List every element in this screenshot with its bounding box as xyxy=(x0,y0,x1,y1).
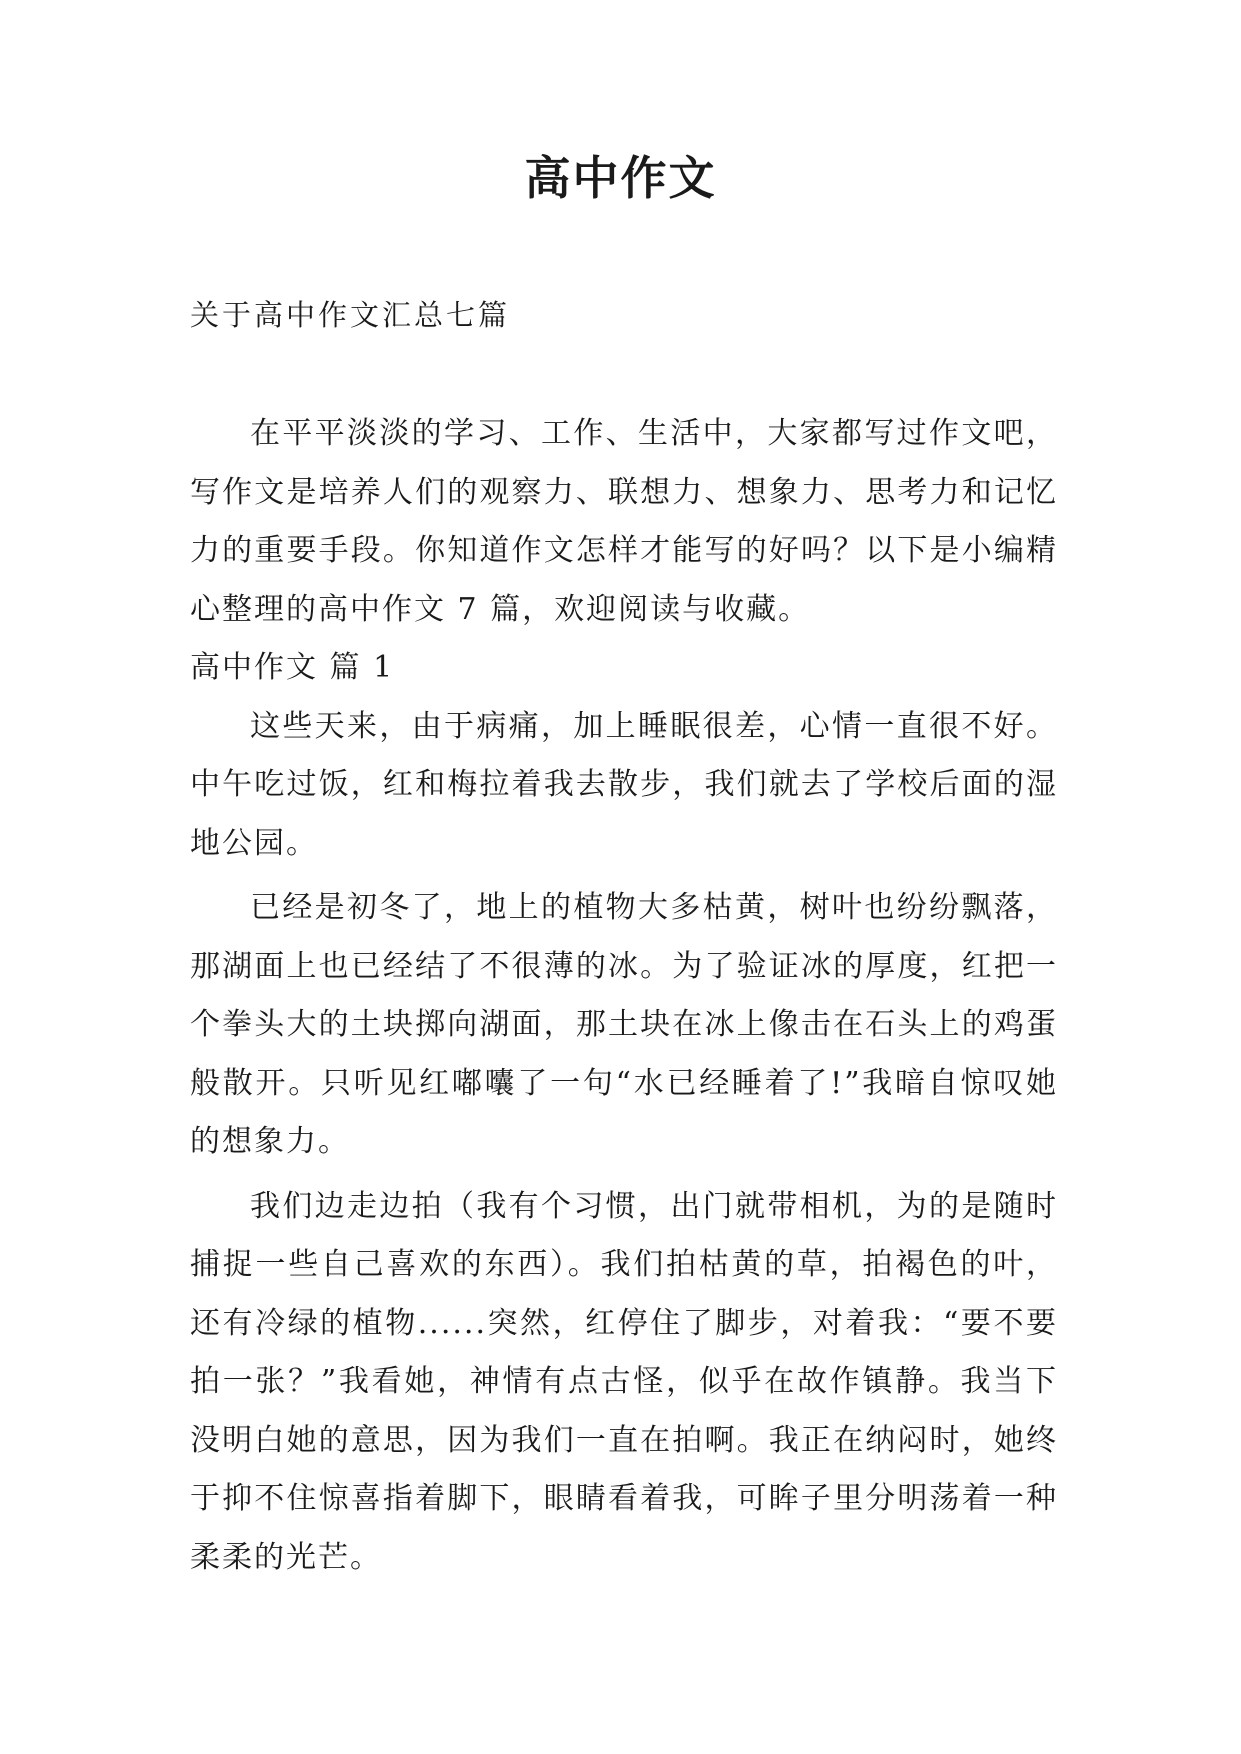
document-subtitle: 关于高中作文汇总七篇 xyxy=(190,298,511,332)
body-paragraph-2: 已经是初冬了，地上的植物大多枯黄，树叶也纷纷飘落，那湖面上也已经结了不很薄的冰。为了验证冰的厚度，红把一个拳头大的土块掷向湖面，那土块在冰上像击在石头上的鸡蛋般散开。只听见红嘟囔了一句“水已经睡着了!”我暗自惊叹她的想象力。 xyxy=(190,890,1058,1159)
intro-paragraph: 在平平淡淡的学习、工作、生活中，大家都写过作文吧，写作文是培养人们的观察力、联想力、想象力、思考力和记忆力的重要手段。你知道作文怎样才能写的好吗？以下是小编精心整理的高中作文 7 篇，欢迎阅读与收藏。 xyxy=(190,416,1058,627)
body-paragraph-3: 我们边走边拍（我有个习惯，出门就带相机，为的是随时捕捉一些自己喜欢的东西）。我们拍枯黄的草，拍褐色的叶，还有冷绿的植物......突然，红停住了脚步，对着我：“要不要拍一张？”我看她，神情有点古怪，似乎在故作镇静。我当下没明白她的意思，因为我们一直在拍啊。我正在纳闷时，她终于抑不住惊喜指着脚下，眼睛看着我，可眸子里分明荡着一种柔柔的光芒。 xyxy=(190,1188,1058,1575)
page-title: 高中作文 xyxy=(524,151,717,205)
document-body xyxy=(190,405,1058,1587)
body-paragraph-1: 这些天来，由于病痛，加上睡眠很差，心情一直很不好。中午吃过饭，红和梅拉着我去散步，我们就去了学校后面的湿地公园。 xyxy=(190,708,1058,861)
section-heading: 高中作文 篇 1 xyxy=(190,650,395,685)
